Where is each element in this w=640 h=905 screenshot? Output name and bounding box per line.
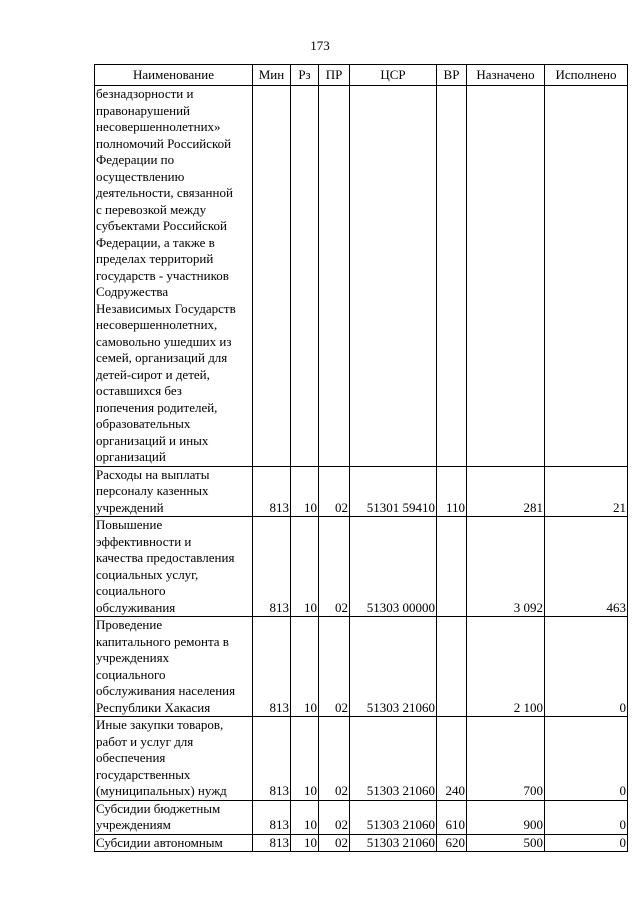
cell-rz: 10 (291, 834, 319, 852)
header-name: Наименование (95, 65, 253, 86)
cell-ispolneno: 0 (545, 617, 628, 717)
cell-vr: 240 (437, 717, 467, 801)
table-row (95, 617, 628, 717)
cell-rz: 10 (291, 800, 319, 834)
header-naznacheno: Назначено (467, 65, 545, 86)
cell-pr: 02 (319, 517, 350, 617)
cell-name: Расходы на выплаты персоналу казенных учреждений (95, 466, 253, 517)
cell-pr: 02 (319, 834, 350, 852)
table-row (95, 86, 628, 467)
cell-vr: 110 (437, 466, 467, 517)
cell-min: 813 (253, 834, 291, 852)
cell-rz: 10 (291, 466, 319, 517)
cell-min: 813 (253, 617, 291, 717)
page-number: 173 (310, 38, 330, 53)
cell-vr (437, 617, 467, 717)
cell-naznacheno (467, 86, 545, 467)
cell-csr: 51303 21060 (350, 617, 437, 717)
header-min: Мин (253, 65, 291, 86)
cell-rz: 10 (291, 517, 319, 617)
cell-ispolneno: 463 (545, 517, 628, 617)
cell-ispolneno: 0 (545, 800, 628, 834)
cell-rz: 10 (291, 617, 319, 717)
table-row (95, 834, 628, 852)
cell-pr: 02 (319, 466, 350, 517)
cell-min (253, 86, 291, 467)
cell-min: 813 (253, 466, 291, 517)
cell-min: 813 (253, 717, 291, 801)
cell-name: Иные закупки товаров, работ и услуг для обеспечения государственных (муниципальных) нужд (95, 717, 253, 801)
cell-csr: 51301 59410 (350, 466, 437, 517)
cell-naznacheno: 2 100 (467, 617, 545, 717)
cell-vr (437, 86, 467, 467)
cell-naznacheno: 281 (467, 466, 545, 517)
cell-rz: 10 (291, 717, 319, 801)
header-vr: ВР (437, 65, 467, 86)
cell-pr: 02 (319, 800, 350, 834)
cell-min: 813 (253, 517, 291, 617)
header-rz: Рз (291, 65, 319, 86)
header-pr: ПР (319, 65, 350, 86)
cell-naznacheno: 3 092 (467, 517, 545, 617)
cell-vr (437, 517, 467, 617)
cell-pr: 02 (319, 717, 350, 801)
cell-naznacheno: 700 (467, 717, 545, 801)
budget-table (94, 64, 628, 852)
cell-pr: 02 (319, 617, 350, 717)
cell-name: Субсидии бюджетным учреждениям (95, 800, 253, 834)
cell-rz (291, 86, 319, 467)
cell-name: Проведение капитального ремонта в учреждениях социального обслуживания населения Республики Хакасия (95, 617, 253, 717)
cell-pr (319, 86, 350, 467)
table-row (95, 466, 628, 517)
cell-csr: 51303 21060 (350, 800, 437, 834)
cell-ispolneno: 0 (545, 834, 628, 852)
cell-naznacheno: 500 (467, 834, 545, 852)
cell-vr: 620 (437, 834, 467, 852)
cell-csr: 51303 00000 (350, 517, 437, 617)
table-header-row (95, 65, 628, 86)
cell-csr (350, 86, 437, 467)
cell-name: Субсидии автономным (95, 834, 253, 852)
table-row (95, 717, 628, 801)
header-csr: ЦСР (350, 65, 437, 86)
cell-vr: 610 (437, 800, 467, 834)
table-row (95, 517, 628, 617)
cell-ispolneno: 0 (545, 717, 628, 801)
cell-csr: 51303 21060 (350, 717, 437, 801)
cell-ispolneno (545, 86, 628, 467)
cell-name: безнадзорности и правонарушений несовершеннолетних» полномочий Российской Федерации по осуществлению деятельности, связанной с перевозкой между субъектами Российской Федерации, а также в пределах территорий государств - участников Содружества Независимых Государств несовершеннолетних, самовольно ушедших из семей, организаций для детей-сирот и детей, оставшихся без попечения родителей, образовательных организаций и иных организаций (95, 86, 253, 467)
header-ispolneno: Исполнено (545, 65, 628, 86)
cell-naznacheno: 900 (467, 800, 545, 834)
cell-csr: 51303 21060 (350, 834, 437, 852)
cell-min: 813 (253, 800, 291, 834)
table-row (95, 800, 628, 834)
cell-ispolneno: 21 (545, 466, 628, 517)
cell-name: Повышение эффективности и качества предоставления социальных услуг, социального обслуживания (95, 517, 253, 617)
